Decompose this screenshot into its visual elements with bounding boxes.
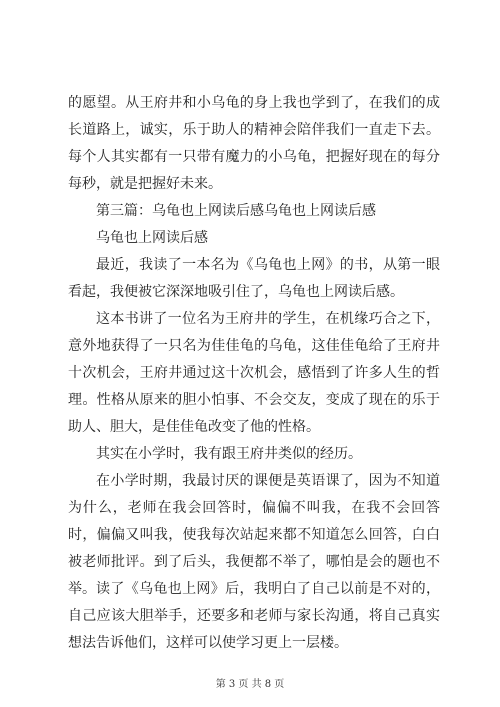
paragraph-english-class: 在小学时期，我最讨厌的课便是英语课了，因为不知道为什么，老师在我会回答时，偏偏不叫我，在我不会回答时，偏偏又叫我，使我每次站起来都不知道怎么回答，白白被老师批评。到了后头，我便都不举了，哪怕是会的题也不举。	[68, 473, 440, 597]
paragraph-book-summary: 这本书讲了一位名为王府井的学生，在机缘巧合之下，意外地获得了一只名为佳佳龟的乌龟，这佳佳龟给了王府井十次机会，王府井通过这十次机会，感悟到了许多人生的哲理。性格从原来的胆小怕事、不会交友，变成了现在的乐于助人、胆大，是佳佳龟改变了他的性格。	[68, 311, 440, 435]
paragraph-similar-experience: 其实在小学时，我有跟王府井类似的经历。	[96, 446, 362, 462]
paragraph-recently-read: 最近，我读了一本名为《乌龟也上网》的书，从第一眼看起，我便被它深深地吸引住了，乌龟也上网读后感。	[68, 257, 440, 300]
essay-title: 乌龟也上网读后感	[96, 230, 208, 246]
paragraph-conclusion: 读了《乌龟也上网》后，我明白了自己以前是不对的，自己应该大胆举手，还要多和老师与家长沟通，将自己真实想法告诉他们，这样可以使学习更上一层楼。	[68, 581, 440, 651]
paragraph-intro-continuation: 的愿望。从王府井和小乌龟的身上我也学到了，在我们的成长道路上，诚实，乐于助人的精神会陪伴我们一直走下去。每个人其实都有一只带有魔力的小乌龟，把握好现在的每分每秒，就是把握好未来。	[68, 95, 440, 192]
page-footer: 第 3 页 共 8 页	[215, 679, 285, 690]
section-heading: 第三篇：乌龟也上网读后感乌龟也上网读后感	[96, 203, 376, 219]
